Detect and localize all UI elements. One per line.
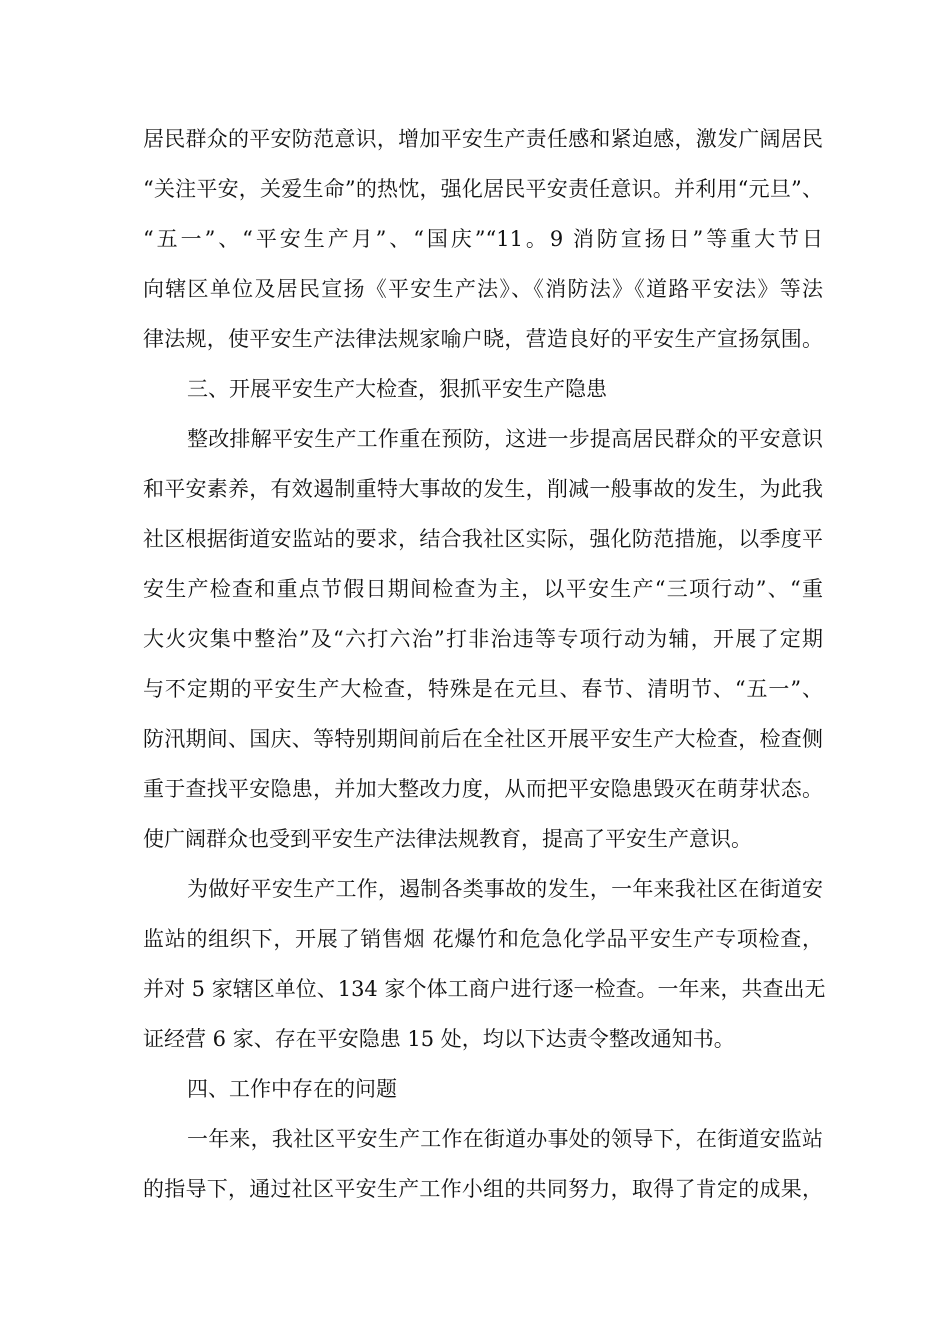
body-text-line: 大火灾集中整治”及“六打六治”打非治违等专项行动为辅，开展了定期 — [143, 627, 823, 651]
body-text-line: 与不定期的平安生产大检查，特殊是在元旦、春节、清明节、“五一”、 — [143, 677, 823, 701]
paragraph-first-line: 一年来，我社区平安生产工作在街道办事处的领导下，在街道安监站 — [187, 1127, 823, 1151]
body-text-line: 社区根据街道安监站的要求，结合我社区实际，强化防范措施，以季度平 — [143, 527, 823, 551]
section-heading: 三、开展平安生产大检查，狠抓平安生产隐患 — [187, 377, 607, 401]
body-text-line: 向辖区单位及居民宣扬《平安生产法》、《消防法》《道路平安法》等法 — [143, 277, 823, 301]
body-text-line: 安生产检查和重点节假日期间检查为主，以平安生产“三项行动”、“重 — [143, 577, 823, 601]
body-text-line: 监站的组织下，开展了销售烟 花爆竹和危急化学品平安生产专项检查， — [143, 927, 823, 951]
body-text-line: 防汛期间、国庆、等特别期间前后在全社区开展平安生产大检查，检查侧 — [143, 727, 823, 751]
body-text-line: 律法规，使平安生产法律法规家喻户晓，营造良好的平安生产宣扬氛围。 — [143, 327, 823, 351]
body-text-line: 使广阔群众也受到平安生产法律法规教育，提高了平安生产意识。 — [143, 827, 752, 851]
body-text-line: 并对 5 家辖区单位、134 家个体工商户进行逐一检查。一年来，共查出无 — [143, 977, 826, 1001]
body-text-line: 居民群众的平安防范意识，增加平安生产责任感和紧迫感，激发广阔居民 — [143, 127, 823, 151]
body-text-line: “五一”、“平安生产月”、“国庆”“11。9 消防宣扬日”等重大节日 — [143, 227, 823, 251]
body-text-line: 证经营 6 家、存在平安隐患 15 处，均以下达责令整改通知书。 — [143, 1027, 735, 1051]
paragraph-first-line: 为做好平安生产工作，遏制各类事故的发生，一年来我社区在街道安 — [187, 877, 823, 901]
body-text-line: 的指导下，通过社区平安生产工作小组的共同努力，取得了肯定的成果， — [143, 1177, 823, 1201]
paragraph-first-line: 整改排解平安生产工作重在预防，这进一步提高居民群众的平安意识 — [187, 427, 823, 451]
body-text-line: “关注平安，关爱生命”的热忱，强化居民平安责任意识。并利用“元旦”、 — [143, 177, 823, 201]
body-text-line: 重于查找平安隐患，并加大整改力度，从而把平安隐患毁灭在萌芽状态。 — [143, 777, 823, 801]
section-heading: 四、工作中存在的问题 — [187, 1077, 397, 1101]
body-text-line: 和平安素养，有效遏制重特大事故的发生，削减一般事故的发生，为此我 — [143, 477, 823, 501]
